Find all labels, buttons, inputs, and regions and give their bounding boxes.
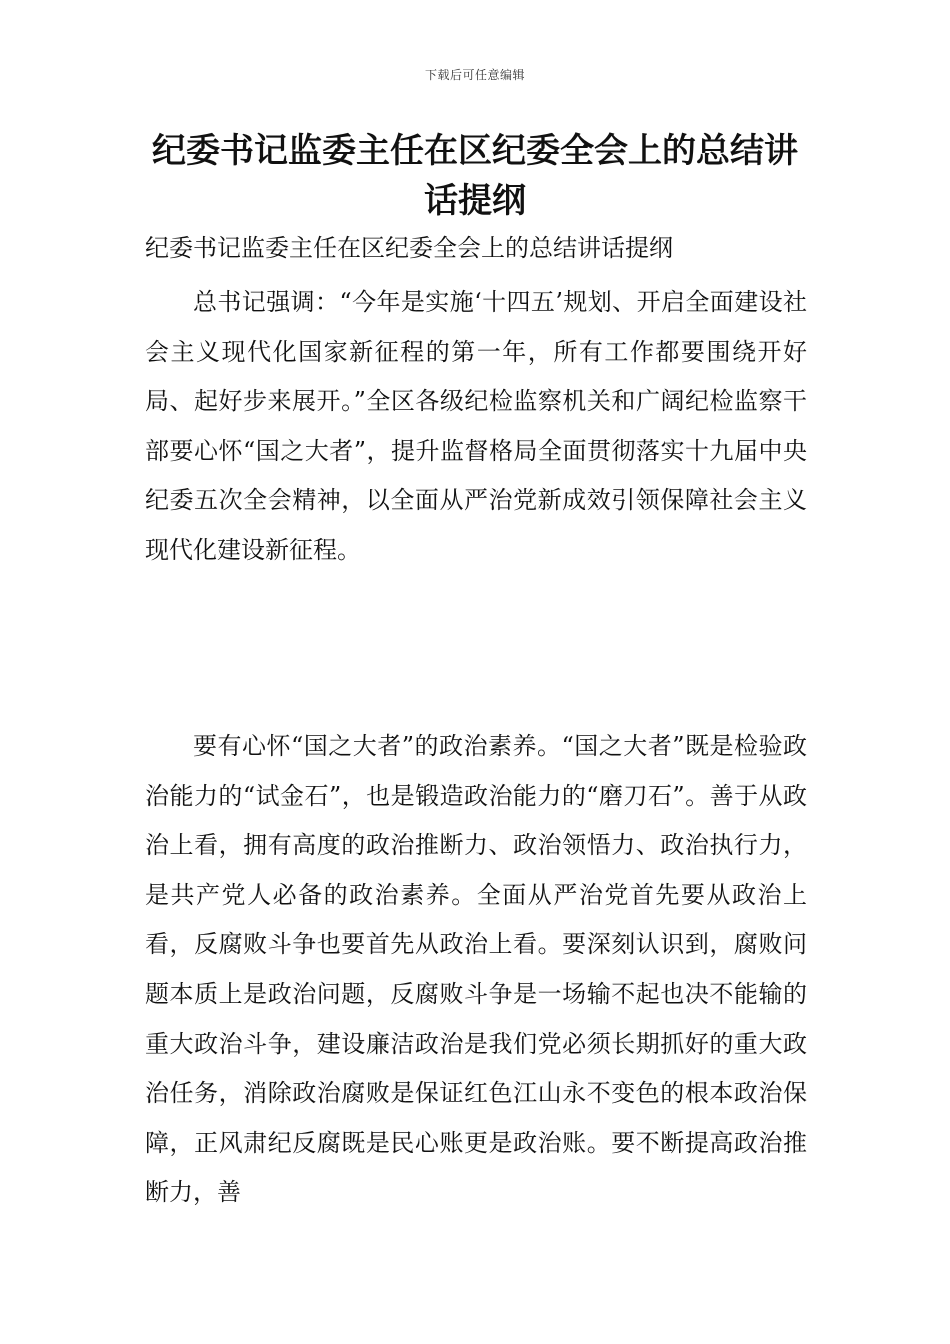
document-subtitle: 纪委书记监委主任在区纪委全会上的总结讲话提纲 [145, 234, 673, 262]
body-paragraph: 要有心怀“国之大者”的政治素养。“国之大者”既是检验政治能力的“试金石”，也是锻造政治能力的“磨刀石”。善于从政治上看，拥有高度的政治推断力、政治领悟力、政治执行力，是共产党人必备的政治素养。全面从严治党首先要从政治上看，反腐败斗争也要首先从政治上看。要深刻认识到，腐败问题本质上是政治问题，反腐败斗争是一场输不起也决不能输的重大政治斗争，建设廉洁政治是我们党必须长期抓好的重大政治任务，消除政治腐败是保证红色江山永不变色的根本政治保障，正风肃纪反腐既是民心账更是政治账。要不断提高政治推断力，善 [145, 732, 807, 1207]
body-paragraph: 总书记强调：“今年是实施‘十四五’规划、开启全面建设社会主义现代化国家新征程的第一年，所有工作都要围绕开好局、起好步来展开。”全区各级纪检监察机关和广阔纪检监察干部要心怀“国之大者”，提升监督格局全面贯彻落实十九届中央纪委五次全会精神，以全面从严治党新成效引领保障社会主义现代化建设新征程。 [145, 288, 807, 564]
header-note: 下载后可任意编辑 [424, 68, 525, 82]
document-title: 纪委书记监委主任在区纪委全会上的总结讲话提纲 [152, 131, 798, 221]
